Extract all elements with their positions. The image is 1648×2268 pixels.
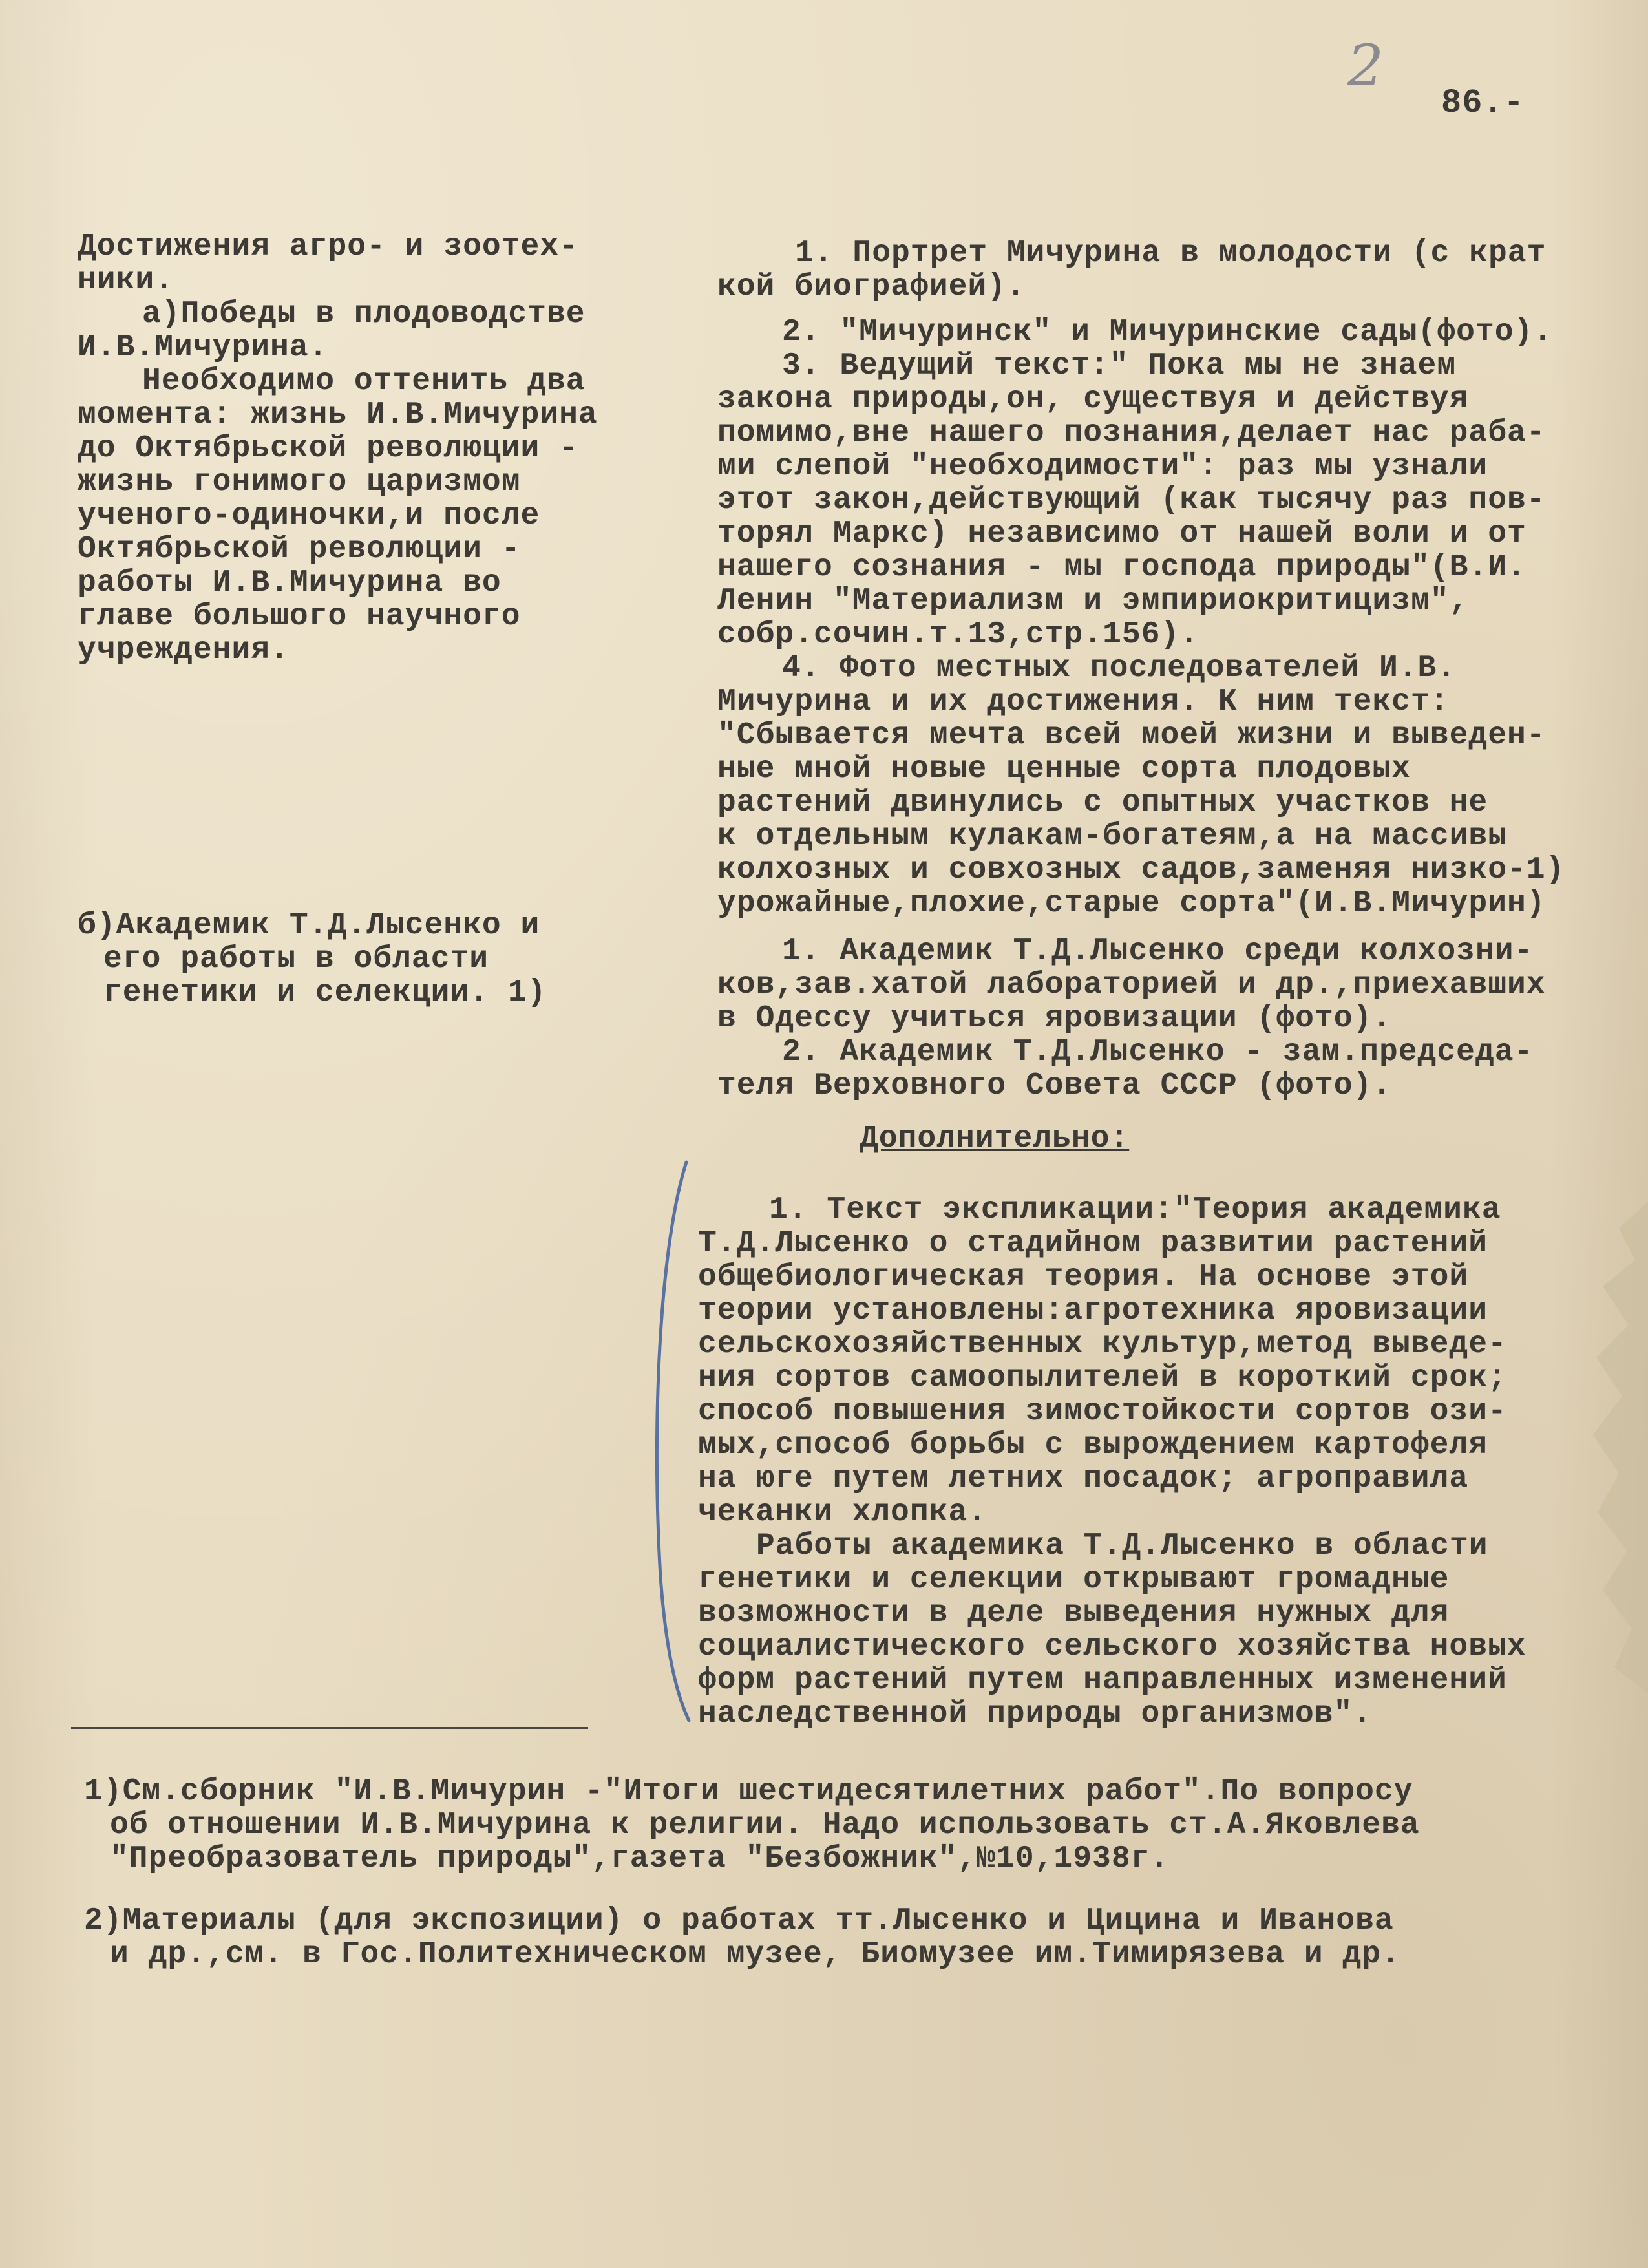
text-line: 1. Текст экспликации:"Теория академика	[769, 1192, 1501, 1227]
text-line: жизнь гонимого царизмом	[78, 465, 521, 500]
text-line: 2. Академик Т.Д.Лысенко - зам.председа-	[782, 1035, 1534, 1070]
text-line: собр.сочин.т.13,стр.156).	[717, 617, 1199, 652]
text-line: теории установлены:агротехника яровизации	[698, 1293, 1488, 1328]
text-line: 4. Фото местных последователей И.В.	[782, 651, 1457, 686]
text-line: чеканки хлопка.	[698, 1495, 988, 1530]
text-line: Необходимо оттенить два	[142, 364, 586, 399]
text-line: ков,зав.хатой лабораторией и др.,приехавших	[717, 968, 1546, 1002]
footnote-line: "Преобразователь природы",газета "Безбожник",№10,1938г.	[110, 1841, 1170, 1876]
text-line: Мичурина и их достижения. К ним текст:	[717, 684, 1450, 719]
additional-heading: Дополнительно:	[860, 1121, 1130, 1156]
text-line: работы И.В.Мичурина во	[78, 566, 502, 600]
text-line: колхозных и совхозных садов,заменяя низко-1)	[717, 853, 1565, 887]
text-line: 3. Ведущий текст:" Пока мы не знаем	[782, 348, 1457, 383]
text-line: И.В.Мичурина.	[78, 330, 328, 365]
text-line: момента: жизнь И.В.Мичурина	[78, 397, 598, 432]
pencil-page-mark: 2	[1347, 32, 1384, 99]
text-line: растений двинулись с опытных участков не	[717, 785, 1488, 820]
text-line: ния сортов самоопылителей в короткий срок;	[698, 1361, 1507, 1395]
text-line: сельскохозяйственных культур,метод выведе-	[698, 1327, 1507, 1362]
text-line: Т.Д.Лысенко о стадийном развитии растений	[698, 1226, 1488, 1261]
blue-pencil-bracket	[646, 1157, 698, 1726]
text-line: 1. Портрет Мичурина в молодости (с крат	[795, 236, 1547, 271]
footnote-line: об отношении И.В.Мичурина к религии. Надо использовать ст.А.Яковлева	[110, 1808, 1420, 1843]
text-line: в Одессу учиться яровизации (фото).	[717, 1001, 1392, 1036]
text-line: б)Академик Т.Д.Лысенко и	[78, 908, 540, 943]
text-line: к отдельным кулакам-богатеям,а на массивы	[717, 819, 1507, 854]
text-line: генетики и селекции открывают громадные	[698, 1562, 1450, 1597]
footnote-line: и др.,см. в Гос.Политехническом музее, Биомузее им.Тимирязева и др.	[110, 1937, 1400, 1972]
text-line: а)Победы в плодоводстве	[142, 297, 586, 332]
text-line: ученого-одиночки,и после	[78, 498, 540, 533]
text-line: наследственной природы организмов".	[698, 1697, 1373, 1732]
text-line: мых,способ борьбы с вырождением картофеля	[698, 1428, 1488, 1463]
text-line: общебиологическая теория. На основе этой	[698, 1260, 1469, 1295]
footnote-rule	[71, 1727, 588, 1729]
page-number: 86.-	[1441, 84, 1525, 122]
text-line: на юге путем летних посадок; агроправила	[698, 1461, 1469, 1496]
text-line: Работы академика Т.Д.Лысенко в области	[756, 1529, 1488, 1563]
text-line: его работы в области	[103, 942, 489, 977]
text-line: ники.	[78, 263, 174, 298]
text-line: социалистического сельского хозяйства новых	[698, 1629, 1527, 1664]
text-line: 2. "Мичуринск" и Мичуринские сады(фото).	[782, 315, 1553, 350]
text-line: до Октябрьской революции -	[78, 431, 578, 466]
text-line: "Сбывается мечта всей моей жизни и выведен-	[717, 718, 1546, 753]
text-line: торял Маркс) независимо от нашей воли и от	[717, 516, 1527, 551]
footnote-line: 1)См.сборник "И.В.Мичурин -"Итоги шестидесятилетних работ".По вопросу	[84, 1774, 1413, 1809]
text-line: нашего сознания - мы господа природы"(В.И.	[717, 550, 1527, 585]
text-line: закона природы,он, существуя и действуя	[717, 382, 1469, 417]
text-line: урожайные,плохие,старые сорта"(И.В.Мичурин)	[717, 886, 1546, 921]
text-line: возможности в деле выведения нужных для	[698, 1596, 1450, 1631]
text-line: ми слепой "необходимости": раз мы узнали	[717, 449, 1488, 484]
torn-edge	[1558, 1202, 1648, 1693]
text-line: способ повышения зимостойкости сортов ози-	[698, 1394, 1507, 1429]
text-line: Октябрьской революции -	[78, 532, 521, 567]
text-line: Ленин "Материализм и эмпириокритицизм",	[717, 584, 1469, 619]
text-line: генетики и селекции. 1)	[103, 975, 547, 1010]
text-line: ные мной новые ценные сорта плодовых	[717, 752, 1411, 787]
text-line: главе большого научного	[78, 599, 521, 634]
text-line: форм растений путем направленных изменений	[698, 1663, 1507, 1698]
text-line: кой биографией).	[717, 270, 1026, 304]
text-line: 1. Академик Т.Д.Лысенко среди колхозни-	[782, 934, 1534, 969]
footnote-line: 2)Материалы (для экспозиции) о работах тт.Лысенко и Цицина и Иванова	[84, 1903, 1394, 1938]
text-line: учреждения.	[78, 633, 290, 668]
text-line: помимо,вне нашего познания,делает нас раба-	[717, 416, 1546, 450]
text-line: теля Верховного Совета СССР (фото).	[717, 1068, 1392, 1103]
text-line: этот закон,действующий (как тысячу раз пов-	[717, 483, 1546, 518]
text-line: Достижения агро- и зоотех-	[78, 229, 578, 264]
